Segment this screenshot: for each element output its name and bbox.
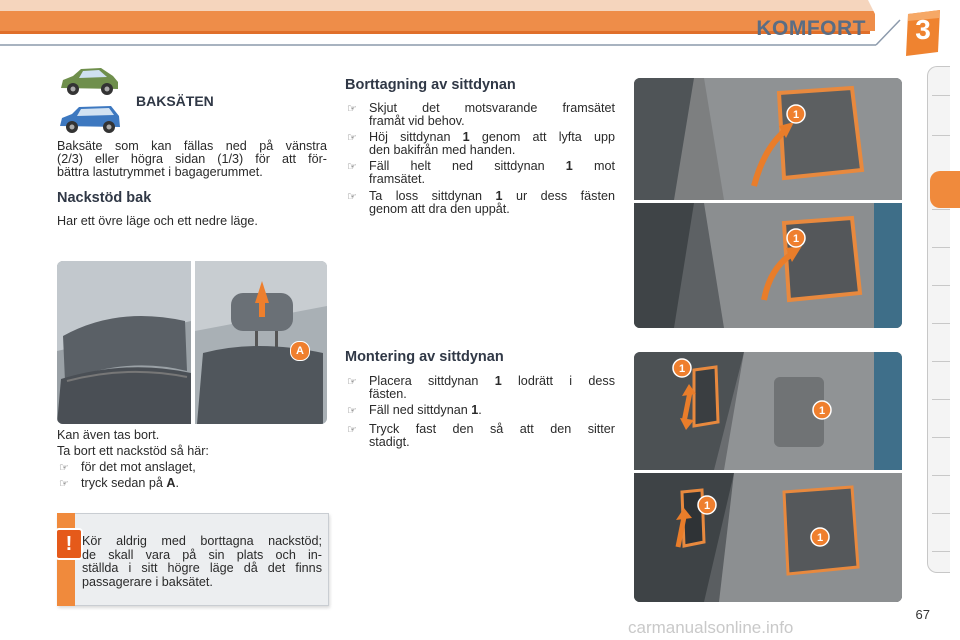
warning-text: Kör aldrig med borttagna nackstöd; de skall vara på sin plats och in- ställda i sitt högre läge då det finns passagerare i baksätet. bbox=[82, 534, 322, 589]
mounting-title: Montering av sittdynan bbox=[345, 349, 504, 365]
mounting-step-3: Tryck fast den så att den sitter stadigt. bbox=[369, 422, 615, 449]
page-number: 67 bbox=[915, 607, 930, 622]
intro-text: Baksäte som kan fällas ned på vänstra (2/3) eller högra sidan (1/3) för att för- bättra lastutrymmet i bagagerummet. bbox=[57, 139, 327, 179]
watermark: carmanualsonline.info bbox=[628, 618, 794, 637]
pointing-hand-icon: ☞ bbox=[347, 103, 357, 115]
page-title: KOMFORT bbox=[756, 17, 866, 40]
removal-title: Borttagning av sittdynan bbox=[345, 77, 516, 93]
exclamation-icon: ! bbox=[55, 528, 83, 560]
section-title: BAKSÄTEN bbox=[136, 93, 214, 109]
callout-a: A bbox=[290, 341, 310, 361]
removal-step-1: Skjut det motsvarande framsätet framåt vid behov. bbox=[369, 101, 615, 128]
chapter-number: 3 bbox=[915, 14, 931, 45]
removal-step-2: Höj sittdynan 1 genom att lyfta upp den bakifrån med handen. bbox=[369, 130, 615, 157]
svg-text:1: 1 bbox=[816, 532, 824, 544]
mounting-photo bbox=[634, 352, 902, 602]
headrest-step-2: tryck sedan på A. bbox=[81, 476, 180, 490]
removal-photo bbox=[634, 78, 902, 328]
removal-step-4: Ta loss sittdynan 1 ur dess fästen genom att dra den uppåt. bbox=[369, 189, 615, 216]
headrest-title: Nackstöd bak bbox=[57, 190, 152, 206]
svg-text:1: 1 bbox=[818, 405, 826, 417]
chapter-tab-bar[interactable] bbox=[927, 66, 950, 573]
svg-text:1: 1 bbox=[703, 500, 711, 512]
pointing-hand-icon: ☞ bbox=[347, 424, 357, 436]
svg-text:1: 1 bbox=[792, 233, 800, 245]
pointing-hand-icon: ☞ bbox=[59, 478, 69, 490]
mounting-step-2: Fäll ned sittdynan 1. bbox=[369, 403, 482, 417]
headrest-step-1: för det mot anslaget, bbox=[81, 460, 196, 474]
headrest-photo bbox=[57, 261, 327, 424]
svg-text:1: 1 bbox=[678, 363, 686, 375]
removal-step-3: Fäll helt ned sittdynan 1 mot framsätet. bbox=[369, 159, 615, 186]
headrest-removal-text: Kan även tas bort. Ta bort ett nackstöd så här: bbox=[57, 428, 209, 458]
pointing-hand-icon: ☞ bbox=[347, 191, 357, 203]
pointing-hand-icon: ☞ bbox=[347, 132, 357, 144]
pointing-hand-icon: ☞ bbox=[347, 161, 357, 173]
car-wagon-icon bbox=[57, 102, 123, 136]
pointing-hand-icon: ☞ bbox=[347, 376, 357, 388]
chapter-tab-active[interactable] bbox=[930, 171, 960, 208]
mounting-step-1: Placera sittdynan 1 lodrätt i dess fästen. bbox=[369, 374, 615, 401]
pointing-hand-icon: ☞ bbox=[347, 405, 357, 417]
pointing-hand-icon: ☞ bbox=[59, 462, 69, 474]
car-hatchback-icon bbox=[57, 64, 121, 98]
svg-text:1: 1 bbox=[792, 109, 800, 121]
headrest-text: Har ett övre läge och ett nedre läge. bbox=[57, 214, 258, 228]
